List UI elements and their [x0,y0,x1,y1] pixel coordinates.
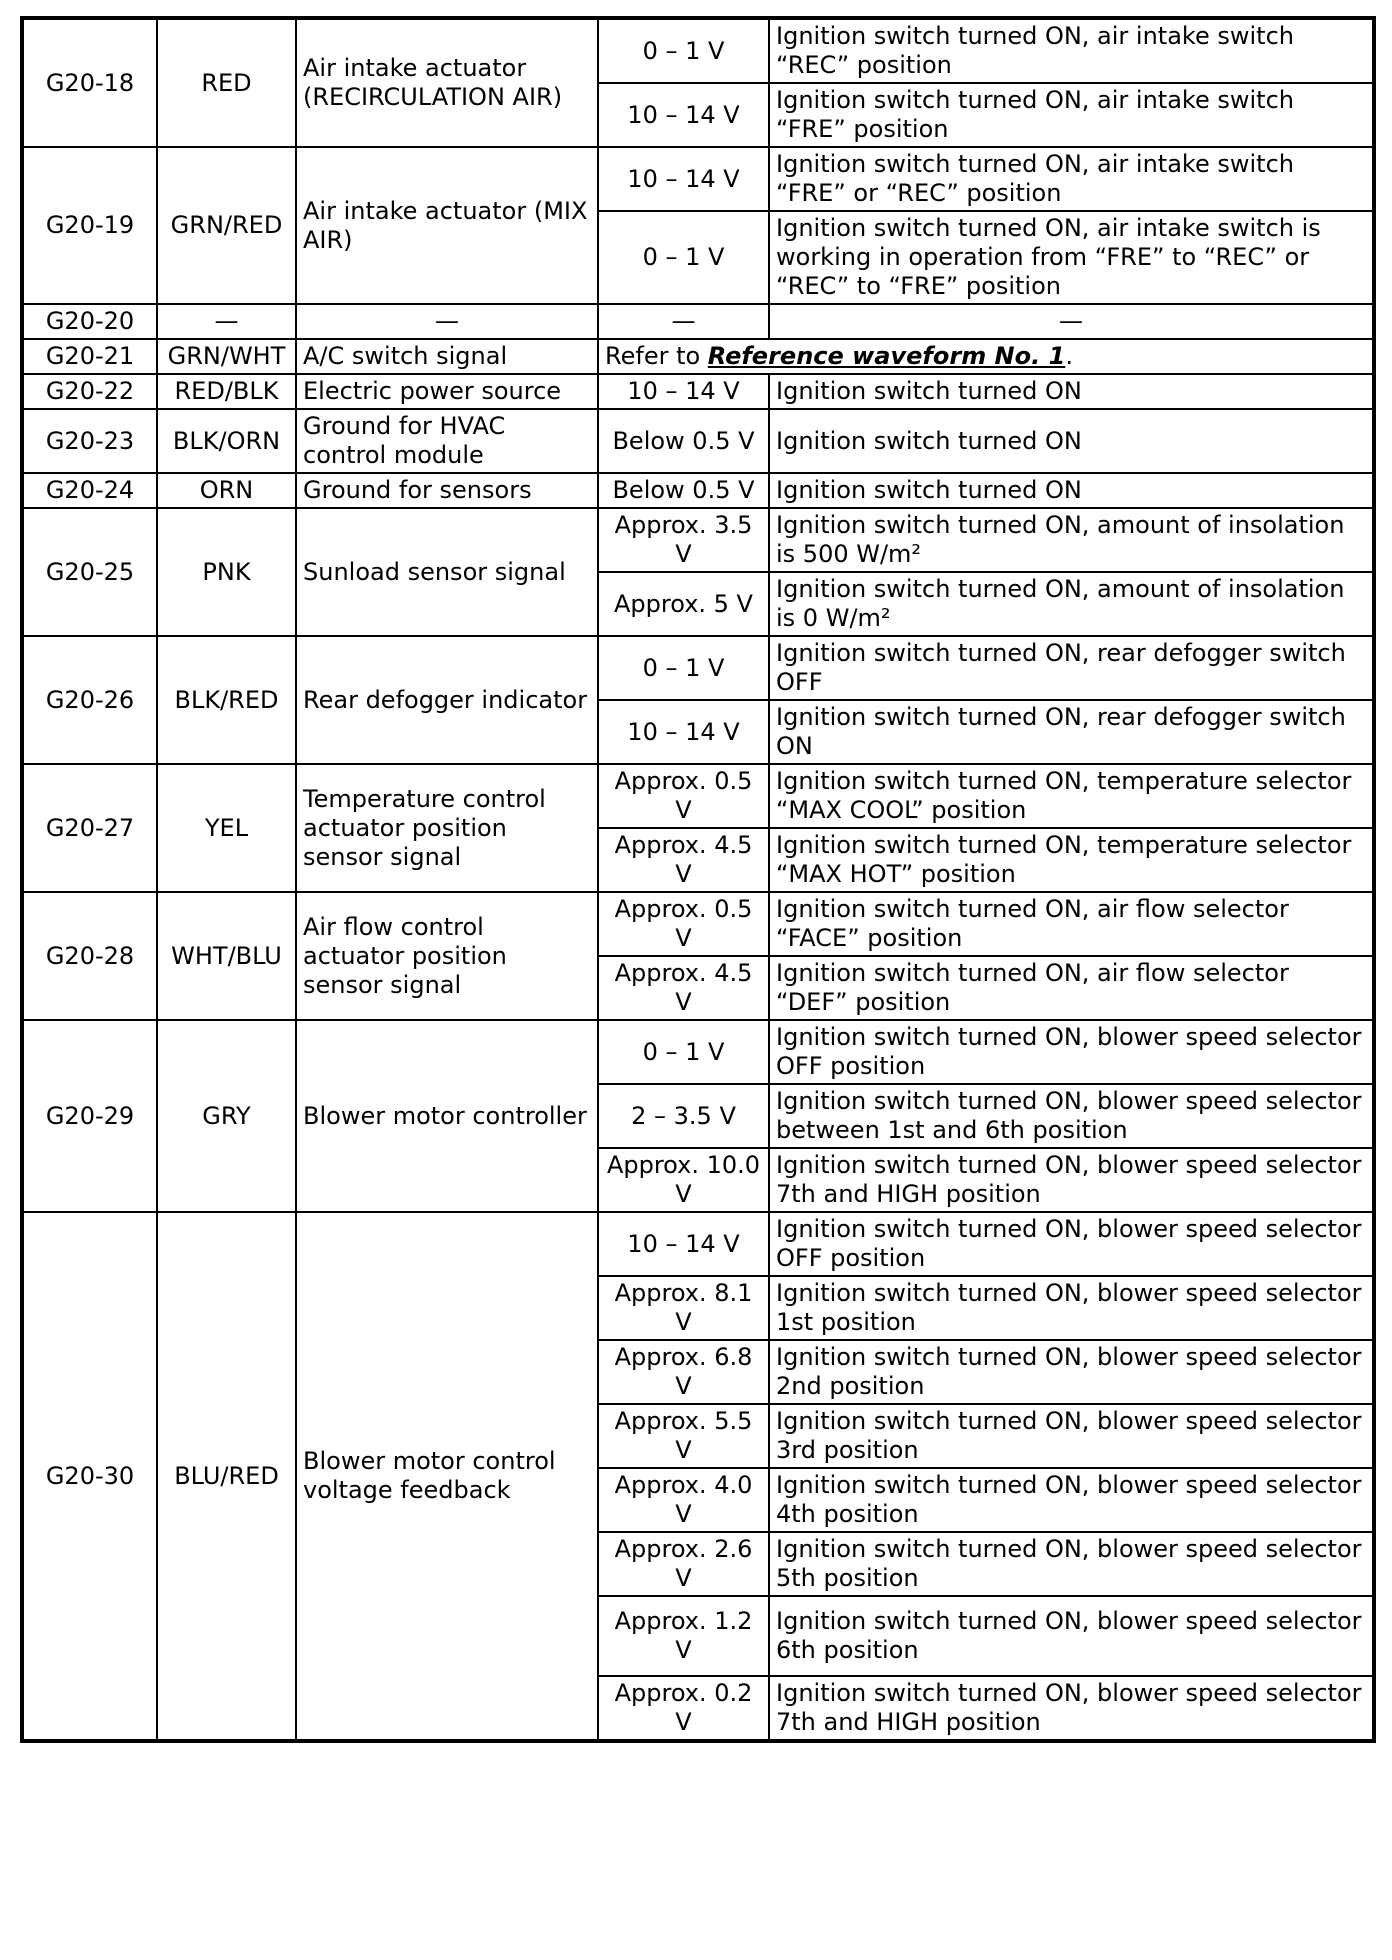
condition-cell: Ignition switch turned ON, blower speed selector OFF position [769,1212,1374,1276]
voltage-cell: Approx. 0.5 V [598,764,769,828]
wire-color-cell: PNK [157,508,296,636]
condition-cell: Ignition switch turned ON, rear defogger switch ON [769,700,1374,764]
condition-cell: Ignition switch turned ON, blower speed selector between 1st and 6th position [769,1084,1374,1148]
wire-color-cell: WHT/BLU [157,892,296,1020]
condition-cell: Ignition switch turned ON, blower speed selector 2nd position [769,1340,1374,1404]
voltage-cell: Below 0.5 V [598,473,769,508]
table-row [22,374,1374,409]
circuit-cell: Air intake actuator (RECIRCULATION AIR) [296,18,598,147]
condition-cell: Ignition switch turned ON, blower speed selector 7th and HIGH position [769,1676,1374,1741]
table-row [22,473,1374,508]
voltage-cell: 0 – 1 V [598,18,769,83]
voltage-cell: Approx. 4.5 V [598,956,769,1020]
voltage-cell: Approx. 3.5 V [598,508,769,572]
terminal-cell: G20-21 [22,339,157,374]
condition-cell: Ignition switch turned ON, rear defogger switch OFF [769,636,1374,700]
terminal-cell: G20-30 [22,1212,157,1741]
voltage-cell: — [598,304,769,339]
condition-cell: Ignition switch turned ON, air flow selector “DEF” position [769,956,1374,1020]
voltage-cell: Approx. 6.8 V [598,1340,769,1404]
condition-cell: — [769,304,1374,339]
table-row [22,304,1374,339]
condition-cell: Ignition switch turned ON, blower speed selector OFF position [769,1020,1374,1084]
condition-cell: Ignition switch turned ON, blower speed selector 3rd position [769,1404,1374,1468]
voltage-cell: Approx. 1.2 V [598,1596,769,1676]
condition-cell: Ignition switch turned ON, air flow selector “FACE” position [769,892,1374,956]
circuit-cell: Ground for sensors [296,473,598,508]
voltage-cell: 0 – 1 V [598,636,769,700]
voltage-cell: Approx. 10.0 V [598,1148,769,1212]
voltage-cell: Approx. 2.6 V [598,1532,769,1596]
condition-cell: Ignition switch turned ON, blower speed selector 6th position [769,1596,1374,1676]
voltage-cell: 0 – 1 V [598,1020,769,1084]
circuit-cell: Rear defogger indicator [296,636,598,764]
circuit-cell: Sunload sensor signal [296,508,598,636]
table-row [22,636,1374,700]
reference-note-cell [598,339,1374,374]
condition-cell: Ignition switch turned ON, air intake switch “REC” position [769,18,1374,83]
voltage-cell: Approx. 0.2 V [598,1676,769,1741]
voltage-cell: Approx. 8.1 V [598,1276,769,1340]
wire-color-cell: GRN/RED [157,147,296,304]
terminal-cell: G20-18 [22,18,157,147]
table-row [22,1020,1374,1084]
circuit-cell: Air flow control actuator position sensor signal [296,892,598,1020]
voltage-cell: 10 – 14 V [598,83,769,147]
circuit-cell: — [296,304,598,339]
table-row [22,339,1374,374]
table-row [22,18,1374,83]
condition-cell: Ignition switch turned ON, amount of insolation is 0 W/m² [769,572,1374,636]
table-row [22,409,1374,473]
wire-color-cell: ORN [157,473,296,508]
condition-cell: Ignition switch turned ON, amount of insolation is 500 W/m² [769,508,1374,572]
wire-color-cell: GRN/WHT [157,339,296,374]
terminal-cell: G20-29 [22,1020,157,1212]
voltage-cell: 10 – 14 V [598,374,769,409]
terminal-cell: G20-28 [22,892,157,1020]
condition-cell: Ignition switch turned ON, air intake switch “FRE” or “REC” position [769,147,1374,211]
terminal-cell: G20-20 [22,304,157,339]
condition-cell: Ignition switch turned ON [769,473,1374,508]
voltage-cell: 10 – 14 V [598,1212,769,1276]
wire-color-cell: — [157,304,296,339]
terminal-cell: G20-27 [22,764,157,892]
wire-color-cell: BLK/RED [157,636,296,764]
reference-suffix: . [1065,342,1073,370]
circuit-cell: Ground for HVAC control module [296,409,598,473]
voltage-cell: Approx. 0.5 V [598,892,769,956]
circuit-cell: Blower motor control voltage feedback [296,1212,598,1741]
terminal-cell: G20-24 [22,473,157,508]
circuit-cell: A/C switch signal [296,339,598,374]
condition-cell: Ignition switch turned ON, temperature selector “MAX HOT” position [769,828,1374,892]
terminal-cell: G20-25 [22,508,157,636]
terminal-voltage-table [20,16,1376,1743]
condition-cell: Ignition switch turned ON [769,409,1374,473]
circuit-cell: Blower motor controller [296,1020,598,1212]
wire-color-cell: YEL [157,764,296,892]
terminal-cell: G20-19 [22,147,157,304]
terminal-cell: G20-23 [22,409,157,473]
voltage-cell: 2 – 3.5 V [598,1084,769,1148]
condition-cell: Ignition switch turned ON, blower speed selector 5th position [769,1532,1374,1596]
voltage-cell: Approx. 4.0 V [598,1468,769,1532]
circuit-cell: Electric power source [296,374,598,409]
terminal-cell: G20-22 [22,374,157,409]
condition-cell: Ignition switch turned ON, blower speed selector 7th and HIGH position [769,1148,1374,1212]
condition-cell: Ignition switch turned ON, air intake switch is working in operation from “FRE” to “REC” or “REC” to “FRE” position [769,211,1374,304]
condition-cell: Ignition switch turned ON [769,374,1374,409]
condition-cell: Ignition switch turned ON, blower speed selector 4th position [769,1468,1374,1532]
voltage-cell: 10 – 14 V [598,700,769,764]
table-row [22,508,1374,572]
table-row [22,764,1374,828]
circuit-cell: Temperature control actuator position sensor signal [296,764,598,892]
reference-waveform-link[interactable]: Reference waveform No. 1 [707,342,1066,370]
voltage-cell: Approx. 5 V [598,572,769,636]
circuit-cell: Air intake actuator (MIX AIR) [296,147,598,304]
terminal-voltage-document [20,16,1372,1743]
reference-prefix: Refer to [605,342,708,370]
voltage-cell: Approx. 5.5 V [598,1404,769,1468]
table-row [22,147,1374,211]
condition-cell: Ignition switch turned ON, air intake switch “FRE” position [769,83,1374,147]
condition-cell: Ignition switch turned ON, temperature selector “MAX COOL” position [769,764,1374,828]
table-body [22,18,1374,1741]
voltage-cell: 10 – 14 V [598,147,769,211]
voltage-cell: 0 – 1 V [598,211,769,304]
wire-color-cell: BLU/RED [157,1212,296,1741]
terminal-cell: G20-26 [22,636,157,764]
condition-cell: Ignition switch turned ON, blower speed selector 1st position [769,1276,1374,1340]
wire-color-cell: GRY [157,1020,296,1212]
voltage-cell: Below 0.5 V [598,409,769,473]
table-row [22,892,1374,956]
wire-color-cell: RED [157,18,296,147]
wire-color-cell: RED/BLK [157,374,296,409]
wire-color-cell: BLK/ORN [157,409,296,473]
voltage-cell: Approx. 4.5 V [598,828,769,892]
table-row [22,1212,1374,1276]
